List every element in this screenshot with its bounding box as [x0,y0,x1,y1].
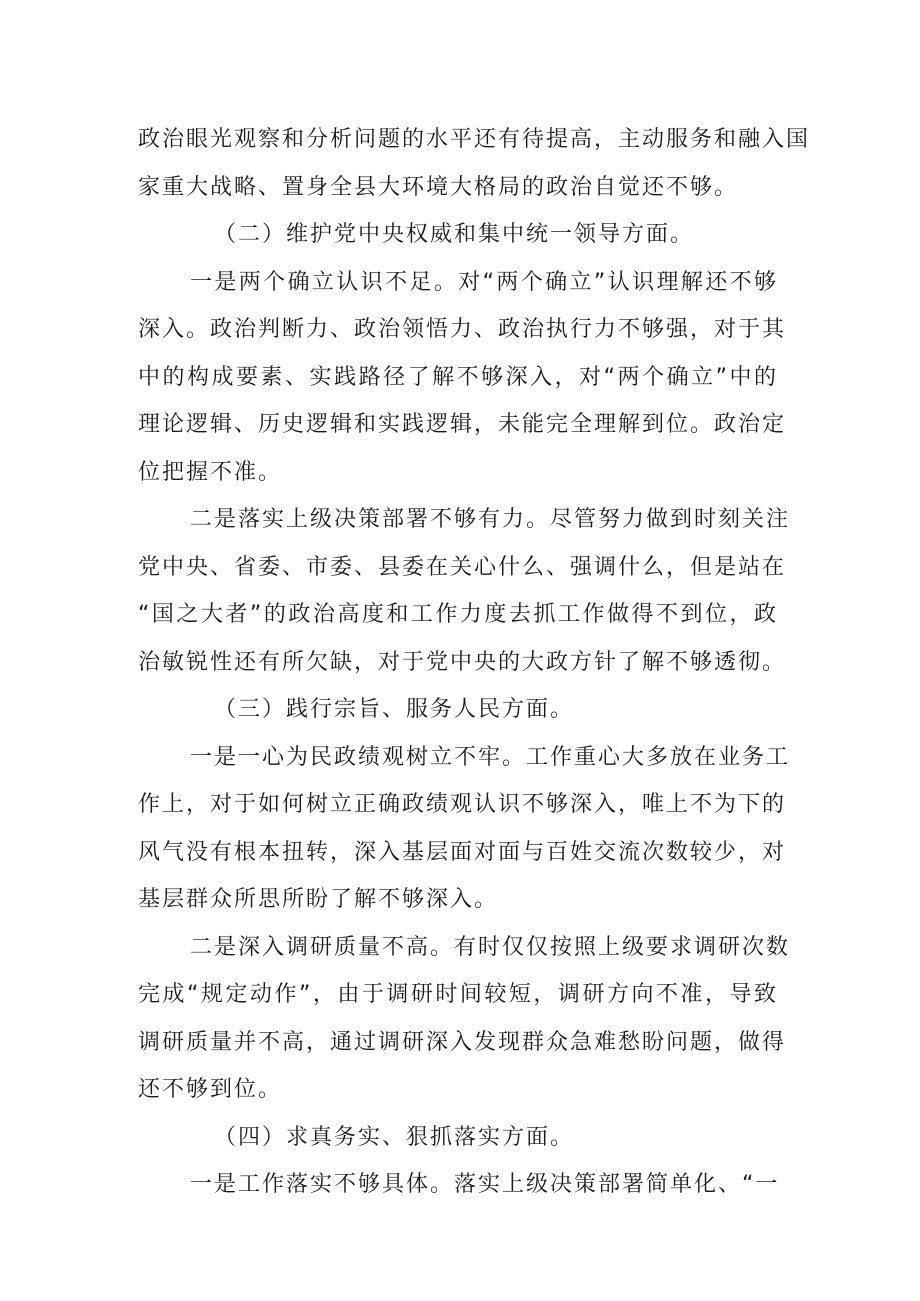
paragraph-line: 中的构成要素、实践路径了解不够深入，对“两个确立”中的 [138,364,778,390]
paragraph-line: 治敏锐性还有所欠缺，对于党中央的大政方针了解不够透彻。 [138,649,787,675]
paragraph-line: 还不够到位。 [138,1077,283,1102]
paragraph-line: 作上，对于如何树立正确政绩观认识不够深入，唯上不为下的 [138,792,787,817]
paragraph-line: 一是工作落实不够具体。落实上级决策部署简单化、“一 [190,1172,780,1197]
document-body [138,116,811,1209]
paragraph-line: 基层群众所思所盼了解不够深入。 [138,887,499,912]
paragraph-line: 调研质量并不高，通过调研深入发现群众急难愁盼问题，做得 [138,1029,787,1055]
paragraph-line: 深入。政治判断力、政治领悟力、政治执行力不够强，对于其 [138,317,787,342]
paragraph-line: 理论逻辑、历史逻辑和实践逻辑，未能完全理解到位。政治定 [138,412,787,437]
paragraph-line: 二是落实上级决策部署不够有力。尽管努力做到时刻关注 [190,507,791,532]
section-heading-2: （二）维护党中央权威和集中统一领导方面。 [214,222,695,247]
paragraph-line: 党中央、省委、市委、县委在关心什么、强调什么，但是站在 [138,554,787,580]
section-heading-3: （三）践行宗旨、服务人民方面。 [214,697,575,722]
paragraph-line: 完成“规定动作”，由于调研时间较短，调研方向不准，导致 [138,982,778,1007]
paragraph-line: 家重大战略、置身全县大环境大格局的政治自觉还不够。 [138,174,739,200]
paragraph-line: 一是一心为民政绩观树立不牢。工作重心大多放在业务工 [190,744,791,770]
paragraph-line: 风气没有根本扭转，深入基层面对面与百姓交流次数较少，对 [138,839,787,865]
paragraph-line: 位把握不准。 [138,459,283,485]
paragraph-line: 政治眼光观察和分析问题的水平还有待提高，主动服务和融入国 [138,127,811,152]
paragraph-line: 二是深入调研质量不高。有时仅仅按照上级要求调研次数 [190,934,791,960]
paragraph-line: “国之大者”的政治高度和工作力度去抓工作做得不到位，政 [138,602,778,627]
paragraph-line: 一是两个确立认识不足。对“两个确立”认识理解还不够 [190,269,778,295]
section-heading-4: （四）求真务实、狠抓落实方面。 [214,1124,575,1150]
